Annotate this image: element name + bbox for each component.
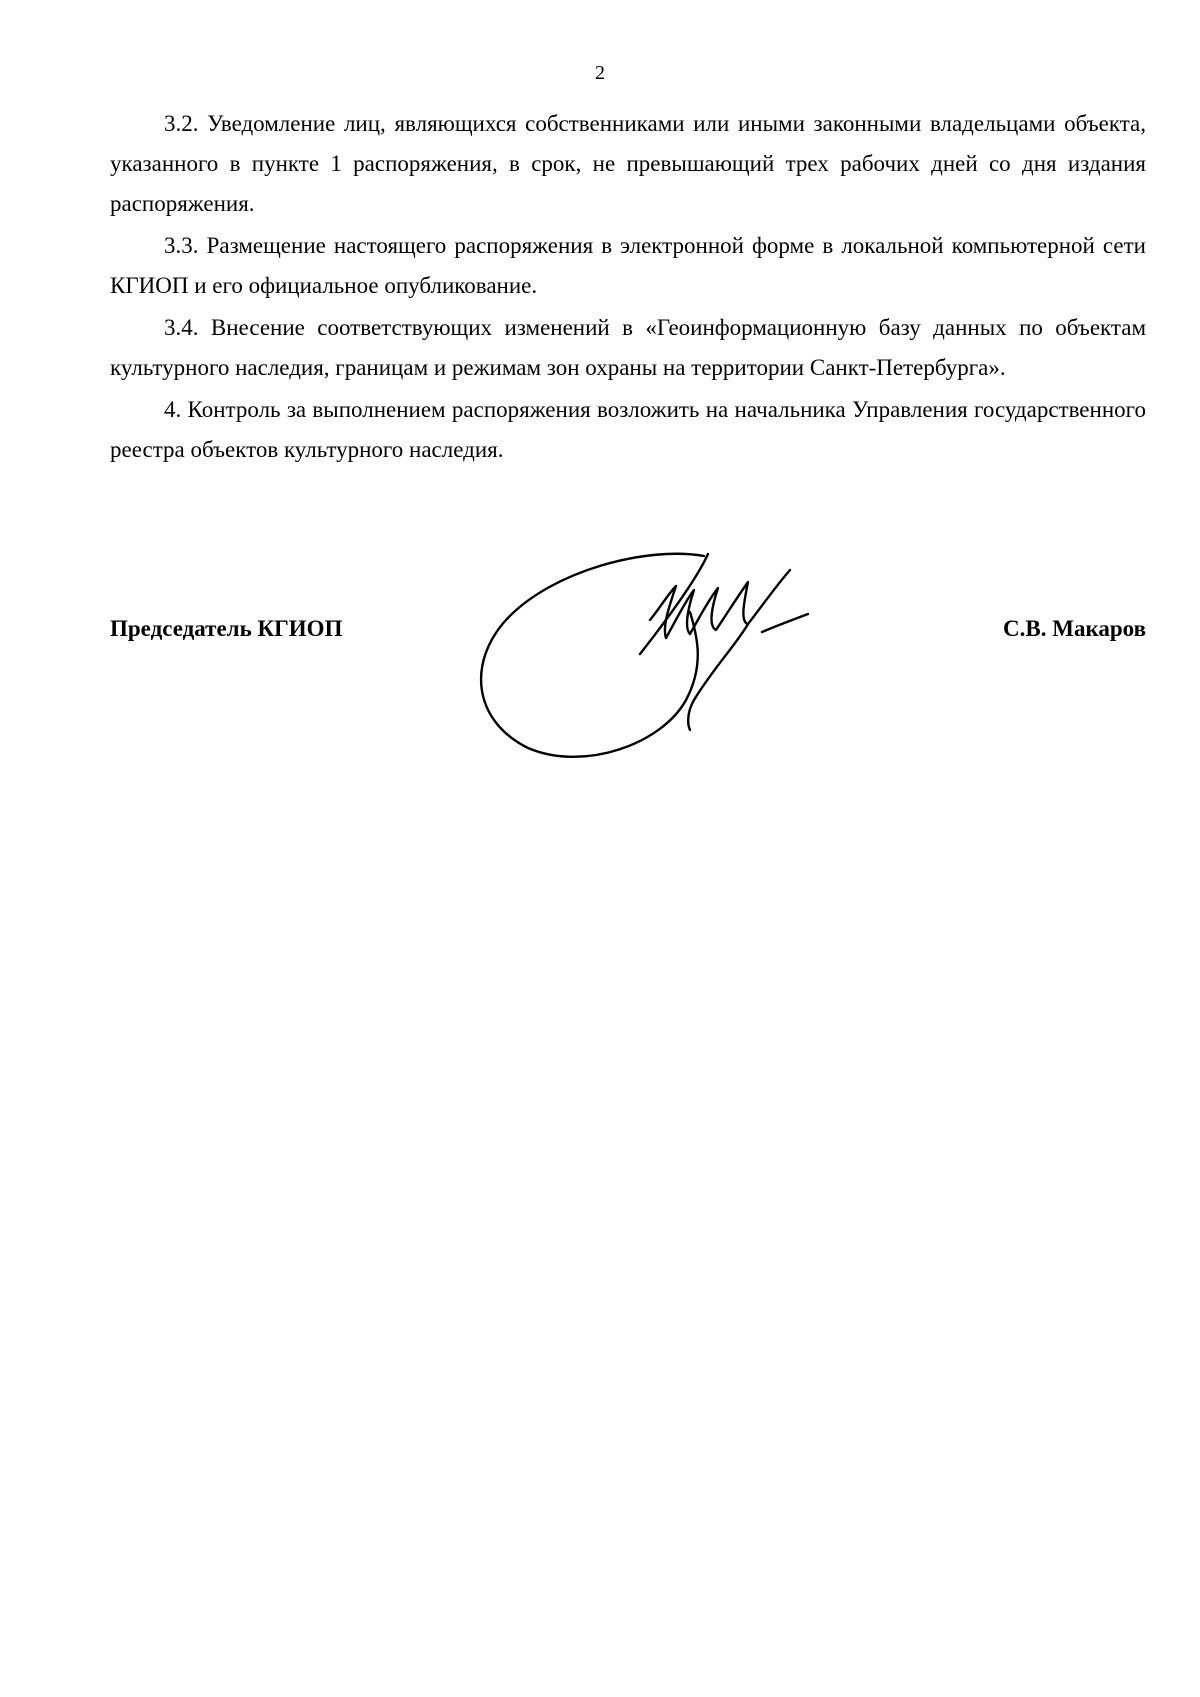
signer-name: С.В. Макаров bbox=[1003, 616, 1146, 641]
paragraph-3-4: 3.4. Внесение соответствующих изменений в «Геоинформационную базу данных по объектам культурного наследия, границам и режимам зон охраны на территории Санкт-Петербурга». bbox=[110, 315, 1146, 380]
handwritten-signature-icon bbox=[472, 550, 872, 760]
page-number: 2 bbox=[595, 62, 605, 84]
paragraph-3-2: 3.2. Уведомление лиц, являющихся собственниками или иными законными владельцами объекта, указанного в пункте 1 распоряжения, в срок, не превышающий трех рабочих дней со дня издания распоряжения. bbox=[110, 111, 1146, 216]
signer-position: Председатель КГИОП bbox=[110, 616, 343, 641]
document-body bbox=[110, 104, 1146, 472]
paragraph-3-3: 3.3. Размещение настоящего распоряжения в электронной форме в локальной компьютерной сети КГИОП и его официальное опубликование. bbox=[110, 233, 1146, 298]
paragraph-4: 4. Контроль за выполнением распоряжения возложить на начальника Управления государственного реестра объектов культурного наследия. bbox=[110, 397, 1146, 462]
